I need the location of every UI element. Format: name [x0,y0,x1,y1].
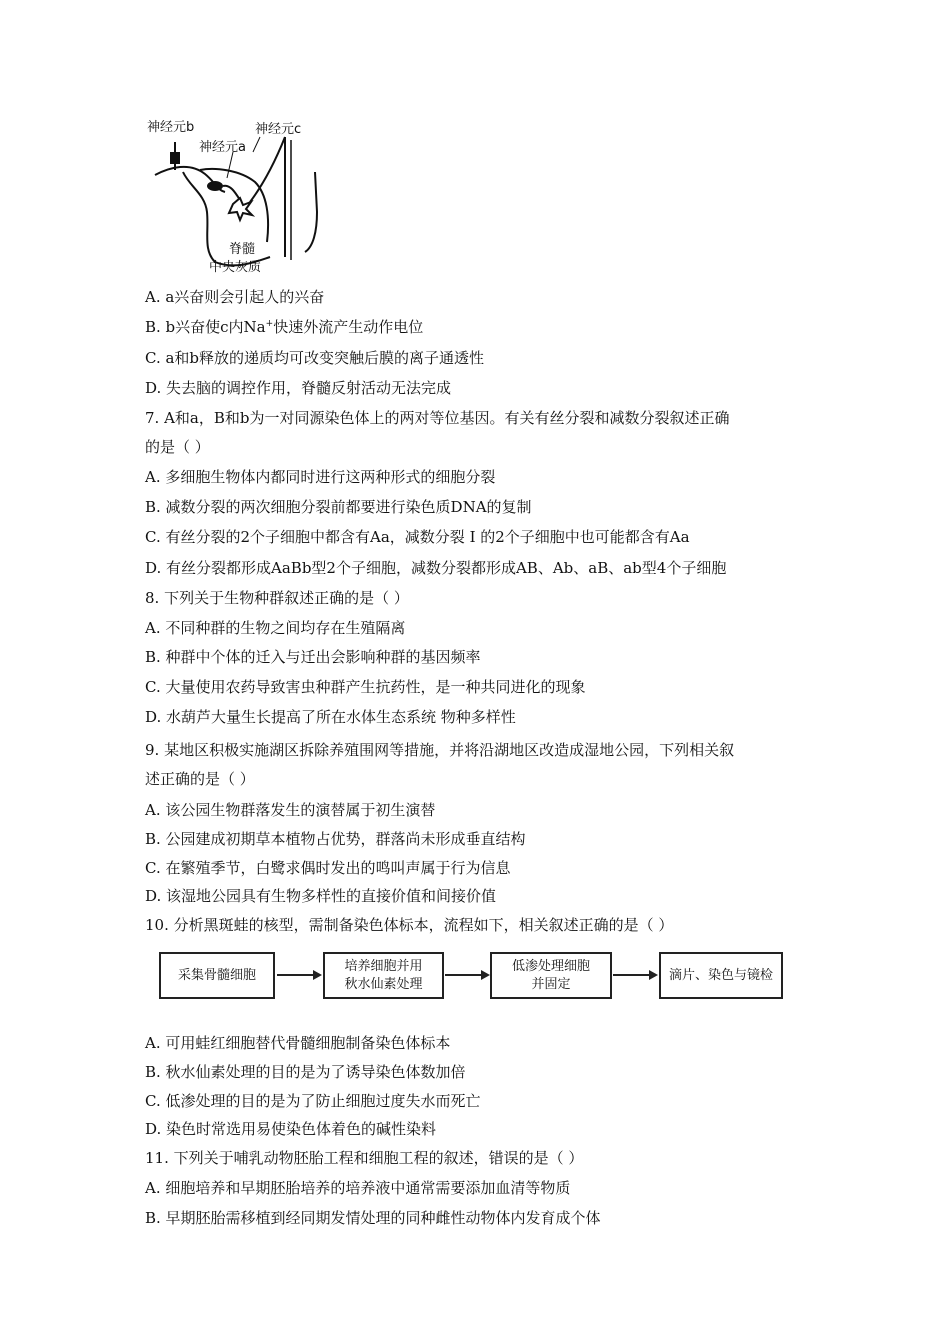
q6-option-b-post: 快速外流产生动作电位 [273,318,424,336]
q7-option-c: C. 有丝分裂的2个子细胞中都含有Aa，减数分裂 Ⅰ 的2个子细胞中也可能都含有Aa [145,528,690,546]
q9-option-b: B. 公园建成初期草本植物占优势，群落尚未形成垂直结构 [145,830,526,848]
q6-option-b-sup: + [265,319,274,329]
flow-step-2-line2: 秋水仙素处理 [344,976,423,992]
q11-option-b: B. 早期胚胎需移植到经同期发情处理的同种雌性动物体内发育成个体 [145,1209,601,1227]
q6-option-d: D. 失去脑的调控作用，脊髓反射活动无法完成 [145,379,452,397]
q11-option-a: A. 细胞培养和早期胚胎培养的培养液中通常需要添加血清等物质 [145,1179,571,1197]
spinal-cord-label: 脊髓 [229,242,256,257]
q10-option-c: C. 低渗处理的目的是为了防止细胞过度失水而死亡 [145,1092,481,1110]
q8-option-d: D. 水葫芦大量生长提高了所在水体生态系统 物种多样性 [145,708,516,726]
q9-option-c: C. 在繁殖季节，白鹭求偶时发出的鸣叫声属于行为信息 [145,859,511,877]
q7-stem-line1: 7. A和a，B和b为一对同源染色体上的两对等位基因。有关有丝分裂和减数分裂叙述正确 [145,409,730,427]
flow-arrow-1 [277,969,323,981]
q10-stem: 10. 分析黑斑蛙的核型，需制备染色体标本，流程如下，相关叙述正确的是（ ） [145,916,674,934]
flow-step-3-line1: 低渗处理细胞 [511,958,590,974]
reflex-arc-diagram [145,112,330,277]
q9-option-a: A. 该公园生物群落发生的演替属于初生演替 [145,801,436,819]
q7-option-b: B. 减数分裂的两次细胞分裂前都要进行染色质DNA的复制 [145,498,532,516]
flow-arrow-2 [445,969,491,981]
q9-stem-line1: 9. 某地区积极实施湖区拆除养殖围网等措施，并将沿湖地区改造成湿地公园，下列相关叙 [145,741,735,759]
flow-step-4 [659,952,783,999]
q9-stem-line2: 述正确的是（ ） [145,770,255,788]
q8-option-c: C. 大量使用农药导致害虫种群产生抗药性，是一种共同进化的现象 [145,678,586,696]
q6-option-b-pre: B. b兴奋使c内Na [145,318,266,336]
q10-option-b: B. 秋水仙素处理的目的是为了诱导染色体数加倍 [145,1063,466,1081]
neuron-c-label: 神经元c [255,122,302,137]
neuron-b-label: 神经元b [147,120,195,135]
neuron-a-label: 神经元a [199,140,246,155]
q6-option-a: A. a兴奋则会引起人的兴奋 [145,288,325,306]
q8-option-a: A. 不同种群的生物之间均存在生殖隔离 [145,619,406,637]
flow-arrow-3 [613,969,659,981]
q8-stem: 8. 下列关于生物种群叙述正确的是（ ） [145,589,409,607]
q10-option-a: A. 可用蛙红细胞替代骨髓细胞制备染色体标本 [145,1034,451,1052]
q7-option-d: D. 有丝分裂都形成AaBb型2个子细胞，减数分裂都形成AB、Ab、aB、ab型4个子细胞 [145,559,727,577]
grey-matter-label: 中央灰质 [209,260,262,275]
q6-option-c: C. a和b释放的递质均可改变突触后膜的离子通透性 [145,349,485,367]
flow-step-1-line1: 采集骨髓细胞 [177,967,256,983]
q7-option-a: A. 多细胞生物体内都同时进行这两种形式的细胞分裂 [145,468,496,486]
flow-step-1 [159,952,275,999]
q10-option-d: D. 染色时常选用易使染色体着色的碱性染料 [145,1120,437,1138]
flow-step-3-line2: 并固定 [531,976,571,992]
q8-option-b: B. 种群中个体的迁入与迁出会影响种群的基因频率 [145,648,481,666]
flow-step-2-line1: 培养细胞并用 [344,958,423,974]
q7-stem-line2: 的是（ ） [145,438,210,456]
flow-step-4-line1: 滴片、染色与镜检 [668,967,773,983]
q9-option-d: D. 该湿地公园具有生物多样性的直接价值和间接价值 [145,887,497,905]
q6-option-b [145,317,423,337]
flow-step-2 [323,952,444,999]
flow-step-3 [490,952,612,999]
q11-stem: 11. 下列关于哺乳动物胚胎工程和细胞工程的叙述，错误的是（ ） [145,1149,584,1167]
